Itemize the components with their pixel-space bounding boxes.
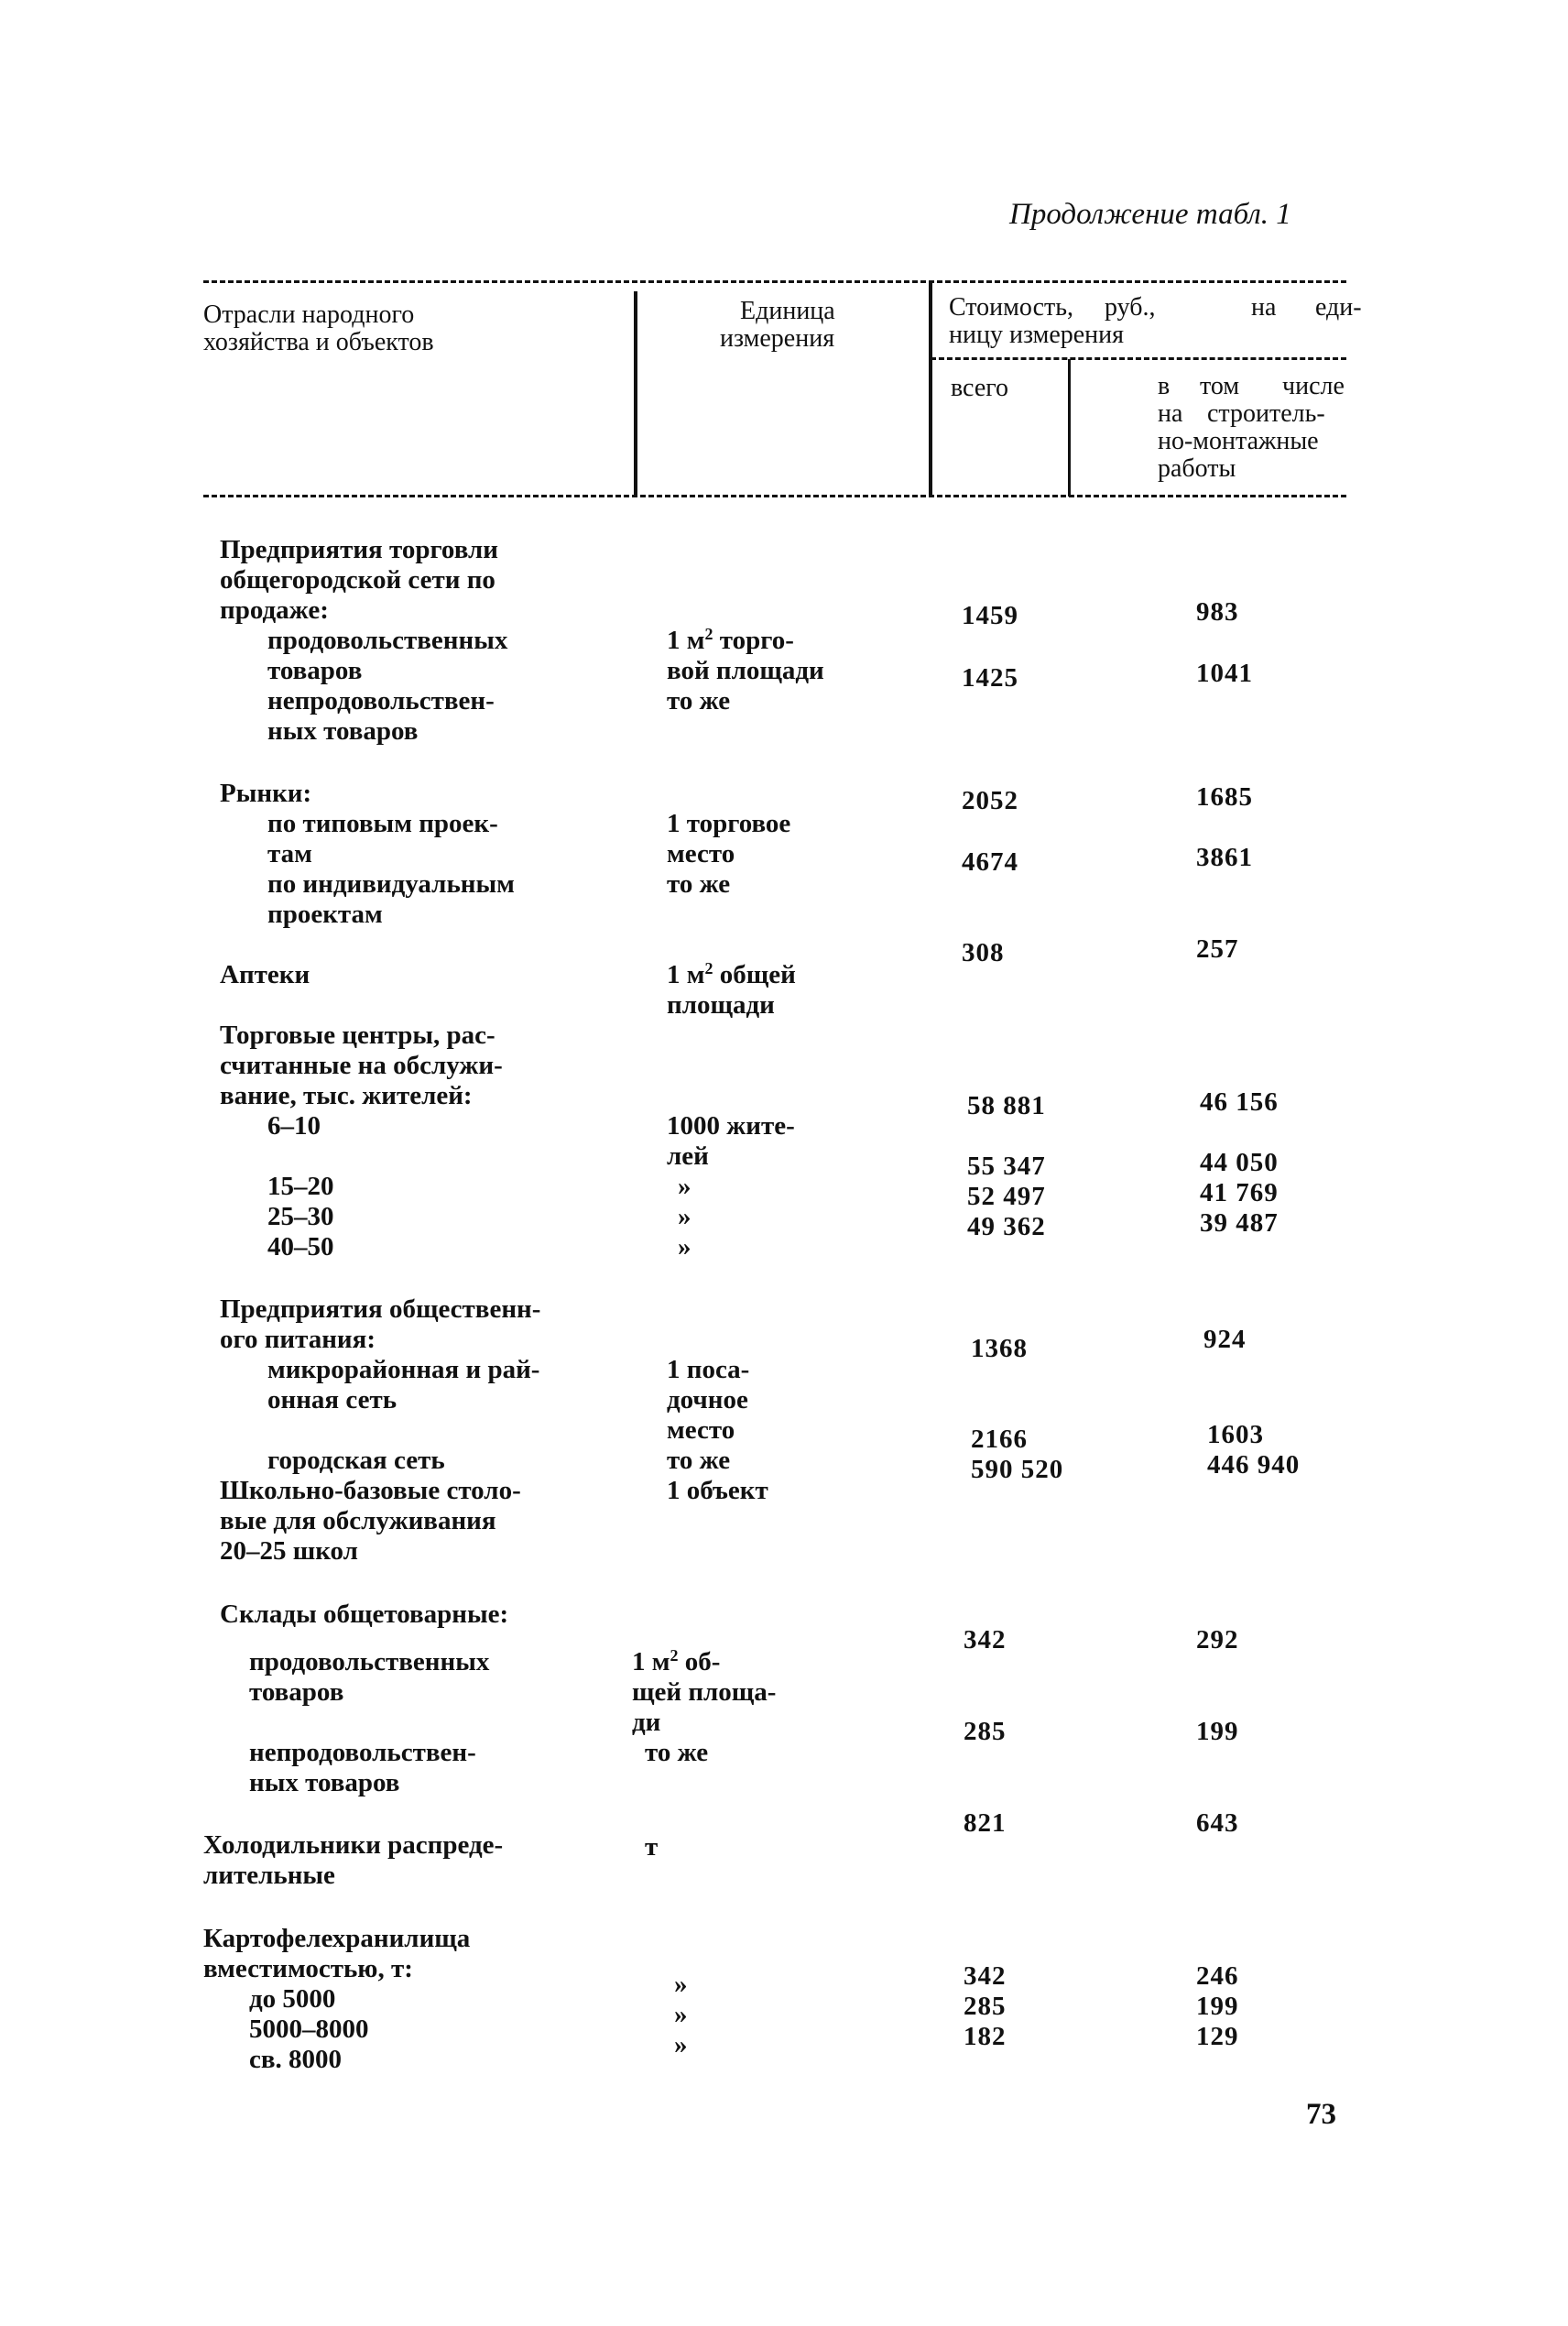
unit-text: » bbox=[674, 2030, 688, 2059]
row-text: Склады общетоварные: bbox=[220, 1600, 509, 1629]
cost-total: 1425 bbox=[962, 663, 1018, 693]
header-col3-word1: Стоимость, bbox=[949, 293, 1074, 322]
row-text: Рынки: bbox=[220, 779, 312, 808]
row-text: по индивидуальным bbox=[267, 869, 515, 899]
unit-text: то же bbox=[667, 1446, 731, 1475]
cost-total: 2166 bbox=[971, 1425, 1028, 1454]
cost-construction: 41 769 bbox=[1200, 1178, 1279, 1207]
cost-total: 49 362 bbox=[967, 1212, 1046, 1241]
cost-total: 182 bbox=[964, 2022, 1007, 2051]
header-col3b-w6: но-монтажные bbox=[1158, 427, 1319, 455]
cost-total: 342 bbox=[964, 1625, 1007, 1654]
row-text: 15–20 bbox=[267, 1172, 334, 1201]
cost-construction: 983 bbox=[1196, 597, 1239, 627]
cost-total: 55 347 bbox=[967, 1152, 1046, 1181]
cost-total: 342 bbox=[964, 1961, 1007, 1991]
row-text: товаров bbox=[267, 656, 363, 685]
unit-text: » bbox=[678, 1202, 691, 1231]
unit-text: площади bbox=[667, 990, 775, 1020]
unit-text: 1 $м^2$ общей bbox=[667, 959, 796, 989]
cost-total: 4674 bbox=[962, 847, 1018, 877]
row-text: считанные на обслужи- bbox=[220, 1051, 503, 1080]
unit-text: » bbox=[678, 1172, 691, 1201]
row-text: Картофелехранилища bbox=[203, 1924, 471, 1953]
header-col3b-w1: в bbox=[1158, 372, 1171, 400]
cost-construction: 924 bbox=[1203, 1325, 1247, 1354]
row-text: непродовольствен- bbox=[249, 1738, 476, 1767]
cost-construction: 292 bbox=[1196, 1625, 1239, 1654]
unit-text: то же bbox=[667, 686, 731, 715]
cost-total: 285 bbox=[964, 1992, 1007, 2021]
row-text: до 5000 bbox=[249, 1984, 336, 2014]
unit-text: щей площа- bbox=[632, 1677, 777, 1707]
header-col2-line2: измерения bbox=[720, 324, 835, 353]
header-col3a: всего bbox=[951, 374, 1009, 402]
row-text: 5000–8000 bbox=[249, 2015, 369, 2044]
row-text: Школьно-базовые столо- bbox=[220, 1476, 521, 1505]
row-text: ных товаров bbox=[249, 1768, 400, 1797]
unit-text: то же bbox=[645, 1738, 709, 1767]
row-text: Торговые центры, рас- bbox=[220, 1021, 495, 1050]
cost-construction: 3861 bbox=[1196, 843, 1253, 872]
header-col3b-w4: на bbox=[1158, 399, 1183, 428]
row-text: Аптеки bbox=[220, 960, 310, 989]
row-text: продовольственных bbox=[267, 626, 508, 655]
header-col3b-w5: строитель- bbox=[1207, 399, 1325, 428]
cost-construction: 1685 bbox=[1196, 782, 1253, 812]
row-text: ных товаров bbox=[267, 716, 419, 746]
row-text: лительные bbox=[203, 1861, 335, 1890]
row-text: по типовым проек- bbox=[267, 809, 498, 838]
row-text: Предприятия общественн- bbox=[220, 1294, 541, 1324]
cost-total: 1459 bbox=[962, 601, 1018, 630]
row-text: продаже: bbox=[220, 595, 329, 625]
header-sub-rule bbox=[931, 357, 1346, 360]
header-divider-2 bbox=[929, 280, 932, 497]
row-text: проектам bbox=[267, 900, 383, 929]
row-text: городская сеть bbox=[267, 1446, 445, 1475]
header-col1-line2: хозяйства и объектов bbox=[203, 328, 434, 356]
row-text: 40–50 bbox=[267, 1232, 334, 1261]
unit-text: место bbox=[667, 839, 735, 868]
cost-total: 821 bbox=[964, 1808, 1007, 1838]
cost-construction: 39 487 bbox=[1200, 1208, 1279, 1238]
cost-total: 308 bbox=[962, 938, 1005, 967]
unit-text: 1 $м^2$ торго- bbox=[667, 625, 794, 655]
row-text: 6–10 bbox=[267, 1111, 321, 1141]
cost-construction: 199 bbox=[1196, 1717, 1239, 1746]
header-bottom-rule bbox=[203, 495, 1346, 497]
cost-total: 590 520 bbox=[971, 1455, 1064, 1484]
unit-text: дочное bbox=[667, 1385, 748, 1414]
cost-construction: 44 050 bbox=[1200, 1148, 1279, 1177]
table-caption: Продолжение табл. 1 bbox=[1009, 198, 1291, 231]
unit-text: 1 объект bbox=[667, 1476, 768, 1505]
cost-construction: 246 bbox=[1196, 1961, 1239, 1991]
unit-text: » bbox=[674, 2000, 688, 2029]
header-col3-line2: ницу измерения bbox=[949, 321, 1125, 349]
cost-total: 1368 bbox=[971, 1334, 1028, 1363]
cost-construction: 129 bbox=[1196, 2022, 1239, 2051]
page-number: 73 bbox=[1306, 2098, 1336, 2131]
row-text: 20–25 школ bbox=[220, 1536, 358, 1566]
row-text: там bbox=[267, 839, 312, 868]
row-text: продовольственных bbox=[249, 1647, 490, 1676]
unit-text: 1 торговое bbox=[667, 809, 791, 838]
header-col3b-w3: числе bbox=[1282, 372, 1345, 400]
unit-text: место bbox=[667, 1415, 735, 1445]
unit-text: т bbox=[645, 1832, 659, 1862]
header-col3-word2: руб., bbox=[1105, 293, 1156, 322]
header-col2-line1: Единица bbox=[740, 297, 835, 325]
row-text: ого питания: bbox=[220, 1325, 376, 1354]
unit-text: 1 поса- bbox=[667, 1355, 750, 1384]
row-text: св. 8000 bbox=[249, 2045, 343, 2074]
unit-text: » bbox=[678, 1232, 691, 1261]
cost-total: 52 497 bbox=[967, 1182, 1046, 1211]
row-text: микрорайонная и рай- bbox=[267, 1355, 540, 1384]
cost-construction: 1041 bbox=[1196, 659, 1253, 688]
row-text: непродовольствен- bbox=[267, 686, 495, 715]
unit-text: лей bbox=[667, 1141, 709, 1171]
cost-construction: 446 940 bbox=[1207, 1450, 1301, 1480]
cost-total: 58 881 bbox=[967, 1091, 1046, 1120]
cost-construction: 643 bbox=[1196, 1808, 1239, 1838]
row-text: онная сеть bbox=[267, 1385, 397, 1414]
row-text: вание, тыс. жителей: bbox=[220, 1081, 473, 1110]
unit-text: » bbox=[674, 1970, 688, 1999]
row-text: общегородской сети по bbox=[220, 565, 495, 595]
header-divider-3 bbox=[1068, 359, 1071, 497]
cost-construction: 46 156 bbox=[1200, 1087, 1279, 1117]
header-col1-line1: Отрасли народного bbox=[203, 300, 415, 329]
unit-text: 1000 жите- bbox=[667, 1111, 795, 1141]
header-col3b-w7: работы bbox=[1158, 454, 1236, 483]
header-top-rule bbox=[203, 280, 1346, 283]
cost-construction: 199 bbox=[1196, 1992, 1239, 2021]
unit-text: ди bbox=[632, 1708, 661, 1737]
cost-total: 285 bbox=[964, 1717, 1007, 1746]
cost-total: 2052 bbox=[962, 786, 1018, 815]
row-text: 25–30 bbox=[267, 1202, 334, 1231]
cost-construction: 257 bbox=[1196, 934, 1239, 964]
unit-text: то же bbox=[667, 869, 731, 899]
row-text: товаров bbox=[249, 1677, 344, 1707]
cost-construction: 1603 bbox=[1207, 1420, 1264, 1449]
row-text: вые для обслуживания bbox=[220, 1506, 496, 1535]
unit-text: вой площади bbox=[667, 656, 824, 685]
header-col3b-w2: том bbox=[1200, 372, 1240, 400]
header-divider-1 bbox=[634, 291, 637, 497]
row-text: Холодильники распреде- bbox=[203, 1830, 504, 1860]
row-text: вместимостью, т: bbox=[203, 1954, 413, 1983]
unit-text: 1 $м^2$ об- bbox=[632, 1646, 721, 1676]
row-text: Предприятия торговли bbox=[220, 535, 498, 564]
header-col3-word3: на bbox=[1251, 293, 1277, 322]
header-col3-word4: еди- bbox=[1315, 293, 1362, 322]
